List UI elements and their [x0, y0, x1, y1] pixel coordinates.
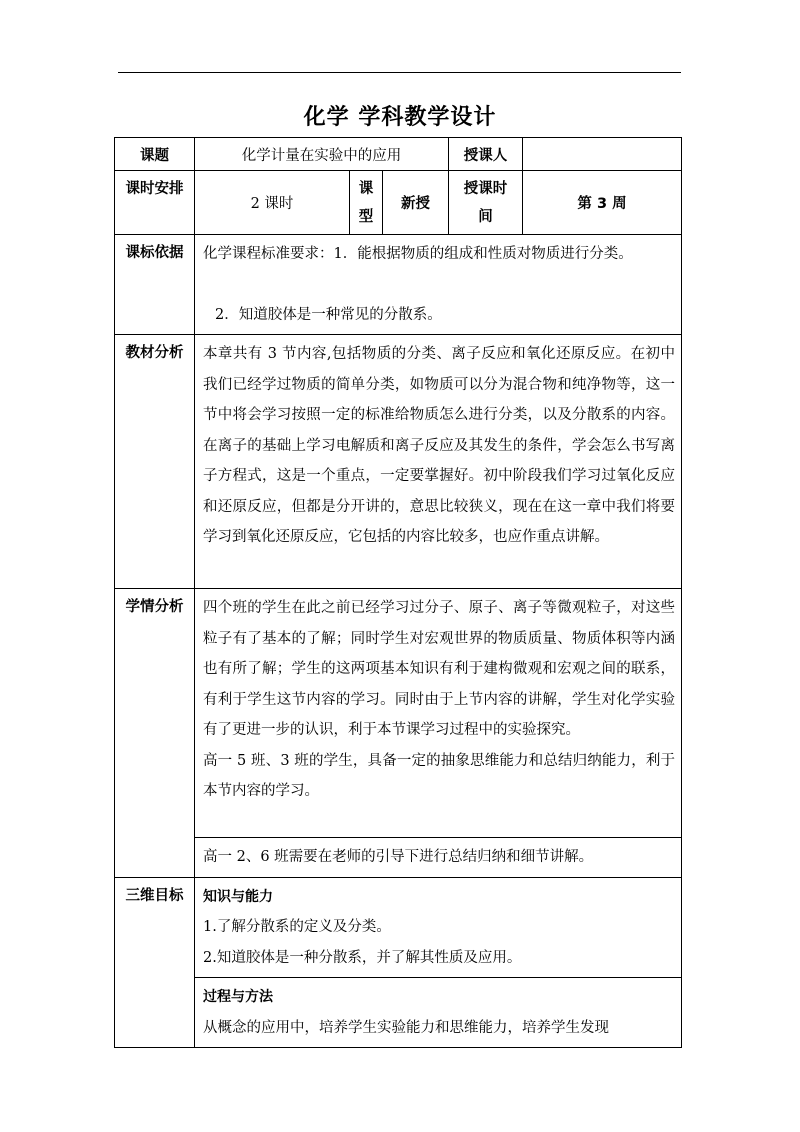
lesson-plan-table	[114, 137, 682, 1048]
topic-row	[115, 138, 682, 171]
standards-content	[195, 235, 682, 335]
knowledge-section	[195, 877, 682, 978]
textbook-content: 本章共有 3 节内容,包括物质的分类、离子反应和氧化还原反应。在初中我们已经学过物质的简单分类，如物质可以分为混合物和纯净物等，这一节中将会学习按照一定的标准给物质怎么进行分类，以及分散系的内容。在离子的基础上学习电解质和离子反应及其发生的条件，学会怎么书写离子方程式，这是一个重点，一定要掌握好。初中阶段我们学习过氧化反应和还原反应，但都是分开讲的，意思比较狭义，现在在这一章中我们将要学习到氧化还原反应，它包括的内容比较多，也应作重点讲解。	[195, 335, 682, 589]
knowledge-item-1: 1.了解分散系的定义及分类。	[203, 919, 391, 935]
standards-line-2: 2．知道胶体是一种常见的分散系。	[215, 306, 442, 323]
teacher-value	[523, 138, 682, 171]
lesson-type-value: 新授	[383, 171, 449, 235]
topic-value: 化学计量在实验中的应用	[195, 138, 449, 171]
teacher-label: 授课人	[449, 138, 523, 171]
objectives-process-row	[115, 978, 682, 1048]
students-extra-row	[115, 838, 682, 878]
knowledge-heading: 知识与能力	[203, 888, 273, 905]
schedule-value: 2 课时	[195, 171, 350, 235]
header-rule	[118, 72, 681, 73]
objectives-row	[115, 877, 682, 978]
textbook-row	[115, 335, 682, 589]
lesson-time-label-line1: 授课时	[463, 180, 508, 197]
students-paragraph-1: 四个班的学生在此之前已经学习过分子、原子、离子等微观粒子，对这些粒子有了基本的了解；同时学生对宏观世界的物质质量、物质体积等内涵也有所了解；学生的这两项基本知识有利于建构微观和宏观之间的联系，有利于学生这节内容的学习。同时由于上节内容的讲解，学生对化学实验有了更进一步的认识，利于本节课学习过程中的实验探究。	[203, 600, 675, 738]
process-heading: 过程与方法	[203, 989, 273, 1005]
students-row	[115, 589, 682, 838]
textbook-label: 教材分析	[115, 335, 195, 589]
topic-label: 课题	[115, 138, 195, 171]
objectives-label: 三维目标	[115, 877, 195, 1048]
standards-row	[115, 235, 682, 335]
knowledge-item-2: 2.知道胶体是一种分散系，并了解其性质及应用。	[203, 949, 522, 966]
lesson-time-label-line2: 间	[478, 208, 493, 225]
lesson-time-label	[449, 171, 523, 235]
students-paragraph-2: 高一 5 班、3 班的学生，具备一定的抽象思维能力和总结归纳能力，利于本节内容的学习。	[203, 752, 675, 799]
process-text: 从概念的应用中，培养学生实验能力和思维能力，培养学生发现	[203, 1019, 609, 1036]
lesson-type-label-line1: 课	[358, 180, 374, 197]
standards-line-1: 化学课程标准要求：1．能根据物质的组成和性质对物质进行分类。	[203, 246, 633, 262]
standards-label: 课标依据	[115, 235, 195, 335]
schedule-row	[115, 171, 682, 235]
process-section	[195, 978, 682, 1048]
schedule-label: 课时安排	[115, 171, 195, 235]
students-content	[195, 589, 682, 838]
page-title: 化学 学科教学设计	[303, 105, 497, 130]
lesson-time-value: 第 3 周	[523, 171, 682, 235]
students-paragraph-3: 高一 2、6 班需要在老师的引导下进行总结归纳和细节讲解。	[195, 838, 682, 878]
lesson-type-label	[350, 171, 383, 235]
students-label: 学情分析	[115, 589, 195, 878]
lesson-type-label-line2: 型	[358, 208, 374, 225]
